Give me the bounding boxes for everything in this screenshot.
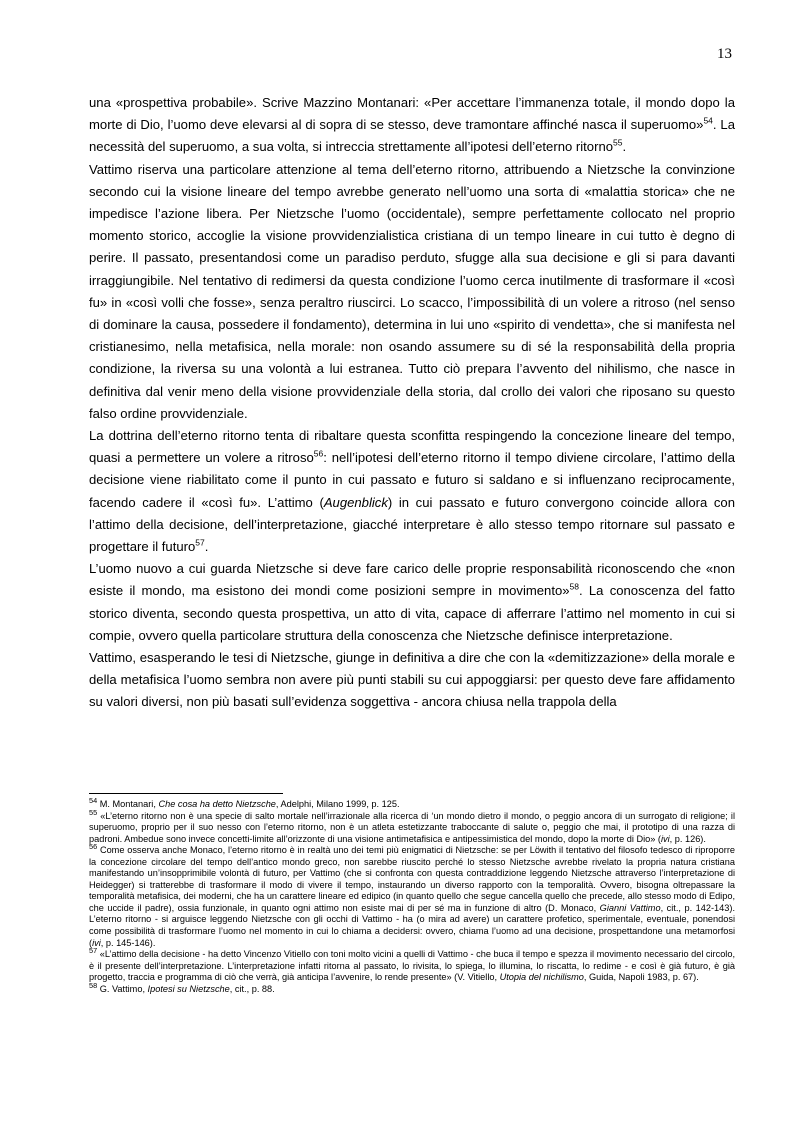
italic-term: ivi <box>660 833 670 844</box>
text-run: : nell’ipotesi dell’eterno ritorno il tempo diviene circolare, l’attimo della decisione viene riabilitato come il punto in cui passato e futuro si saldano e si influenzano reciprocamente, facendo cadere il «così fu». L’attimo ( <box>89 450 735 510</box>
footnote-54 <box>89 795 735 811</box>
book-title: Utopia del nichilismo <box>499 972 584 983</box>
footnote-divider <box>89 793 283 794</box>
text-run: , p. 145-146). <box>100 937 156 948</box>
text-run: . <box>622 139 627 155</box>
text-run: Come osserva anche Monaco, l’eterno ritorno è in realtà uno dei temi più enigmatici di Nietzsche: se per Löwith il tentativo del filosofo tedesco di riproporre la concezione circolare del tempo dell’antico mondo greco, non sarebbe riuscito perché lo stesso Nietzsche avrebbe rivelato la propria natura cristiana manifestando un’insopprimibile volontà di futuro, per Vattimo (che si confronta con questa contraddizione leggendo Nietzsche attraverso l’interpretazione di Heidegger) si tratterebbe di trasformare il modo di vivere il tempo, instaurando un diverso rapporto con la temporalità. Ovvero, bisogna oltrepassare la temporalità metafisica, dei moderni, che ha un carattere lineare ed edipico (in quanto quello che segue cancella quello che precede, allo stesso modo di Edipo, che uccide il padre), ossia funzionale, in quanto ogni attimo non esiste mai di per sé ma in funzione di altro (D. Monaco, <box>89 845 735 913</box>
footnote-number: 55 <box>89 807 98 817</box>
text-run: L’uomo nuovo a cui guarda Nietzsche si deve fare carico delle proprie responsabilità riconoscendo che «non esiste il mondo, ma esistono dei mondi come posizioni sempre in movimento» <box>89 561 735 599</box>
italic-term: ivi <box>92 937 101 948</box>
book-title: Che cosa ha detto Nietzsche <box>158 799 276 809</box>
text-run: G. Vattimo, <box>97 983 148 994</box>
text-run: , cit., p. 88. <box>229 983 275 994</box>
footnotes <box>89 795 736 995</box>
paragraph-5: Vattimo, esasperando le tesi di Nietzsche, giunge in definitiva a dire che con la «demitizzazione» della morale e della metafisica l’uomo sembra non avere più punti stabili su cui appoggiarsi: per questo deve fare affidamento su valori diversi, non più basati sull’evidenza soggettiva - ancora chiusa nella trappola della <box>89 650 735 710</box>
main-text <box>89 92 735 714</box>
footnote-ref-57[interactable]: 57 <box>195 537 205 548</box>
text-run: , Guida, Napoli 1983, p. 67). <box>583 972 699 983</box>
footnote-number: 58 <box>89 980 98 990</box>
text-run: , cit., p. 142-143). L’eterno ritorno - si arguisce leggendo Nietzsche con gli occhi di Vattimo - ha (o mira ad avere) un carattere profetico, sperimentale, eventuale, ponendosi come possibilità di trasformare l’uomo nel momento in cui lo chiama a decidersi: ovvero, chiama l’uomo ad una decisione, prospettandone una metamorfosi ( <box>89 902 735 948</box>
footnote-number: 57 <box>89 946 98 956</box>
paragraph-2: Vattimo riserva una particolare attenzione al tema dell’eterno ritorno, attribuendo a Nietzsche la convinzione secondo cui la visione lineare del tempo avrebbe generato nell’uomo una sorta di «malattia storica» che ne impedisce l’azione libera. Per Nietzsche l’uomo (occidentale), sempre perfettamente collocato nel proprio momento storico, accoglie la visione provvidenzialistica cristiana di un tempo lineare in cui tutto è degno di perire. Il passato, presentandosi come un paradiso perduto, sfugge alla sua decisione e gli si para davanti irraggiungibile. Nel tentativo di redimersi da questa condizione l’uomo cerca inutilmente di trasformare il «così fu» in «così volli che fosse», senza peraltro riuscirci. Lo scacco, l’impossibilità di un volere a ritroso (nel senso di dominare la causa, possedere il fondamento), determina in lui uno «spirito di vendetta», che si manifesta nel cristianesimo, nella metafisica, nella morale: non osando assumere su di sé la responsabilità della propria condizione, la riversa su una volontà a lui estranea. Tutto ciò prepara l’avvento del nihilismo, che nasce in definitiva dal venir meno della visione provvidenziale della storia, dal crollo dei valori che riposano su questo falso ordine provvidenziale. <box>89 161 735 421</box>
text-run: «L’attimo della decisione - ha detto Vincenzo Vitiello con toni molto vicini a quelli di Vattimo - che buca il tempo e spezza il movimento necessario del circolo, è il presente dell’interpretazione. L’interpretazione infatti ritorna al passato, lo rivisita, lo spiega, lo illumina, lo riscatta, lo redime - e così è già futuro, è già progetto, traccia e programma di ciò che verrà, già anticipa l’avvenire, lo rende presente» (V. Vitiello, <box>89 949 736 983</box>
text-run: ) in cui passato e futuro convergono coincide allora con l’attimo della decisione, dell’interpretazione, giacché interpretare è allo stesso tempo ritornare sul passato e progettare il futuro <box>89 494 735 555</box>
footnote-ref-58[interactable]: 58 <box>569 582 580 593</box>
paragraph-3 <box>89 425 735 558</box>
book-title: Ipotesi su Nietzsche <box>147 983 230 994</box>
text-run: , Adelphi, Milano 1999, p. 125. <box>275 799 400 809</box>
footnote-ref-54[interactable]: 54 <box>703 115 713 126</box>
text-run: . La conoscenza del fatto storico diventa, secondo questa prospettiva, un atto di vita, capace di afferrare l’attimo nel momento in cui si compie, ovvero quella particolare struttura della conoscenza che Nietzsche definisce interpretazione. <box>89 583 735 643</box>
footnote-57 <box>89 946 736 984</box>
text-run: La dottrina dell’eterno ritorno tenta di ribaltare questa sconfitta respingendo la concezione lineare del tempo, quasi a permettere un volere a ritroso <box>89 428 735 466</box>
footnote-ref-55[interactable]: 55 <box>613 138 623 149</box>
footnote-55 <box>89 807 735 846</box>
footnote-58 <box>89 980 735 996</box>
page-number: 13 <box>717 46 732 62</box>
footnote-ref-56[interactable]: 56 <box>313 448 324 459</box>
footnote-number: 56 <box>89 842 98 852</box>
text-run: «L’eterno ritorno non è una specie di salto mortale nell’irrazionale alla ricerca di ‘un mondo dietro il mondo, o peggio ancora di un surrogato di religione; il superuomo, proprio per il suo nesso con l’eterno ritorno, non è un atleta estetizzante traboccante di salute o, peggio che mai, il prototipo di una razza di padroni. Ambedue sono invece concetti-limite all’orizzonte di una visione antimetafisica e antipessimistica del mondo, dopo la morte di Dio» ( <box>89 810 735 844</box>
text-run: una «prospettiva probabile». Scrive Mazzino Montanari: «Per accettare l’immanenza totale, il mondo dopo la morte di Dio, l’uomo deve elevarsi al di sopra di se stesso, deve tramontare affinché nasca il superuomo» <box>89 95 735 133</box>
paragraph-1 <box>89 92 735 159</box>
paragraph-4 <box>89 558 735 647</box>
text-run: , p. 126). <box>669 833 706 844</box>
footnote-number: 54 <box>89 795 98 805</box>
text-run: . <box>204 539 209 555</box>
text-run: . La necessità del superuomo, a sua volta, si intreccia strettamente all’ipotesi dell’eterno ritorno <box>89 117 736 155</box>
text-run: M. Montanari, <box>97 799 159 809</box>
italic-term: Augenblick <box>323 494 388 510</box>
book-title: Gianni Vattimo <box>599 902 661 913</box>
footnote-56 <box>89 842 735 949</box>
